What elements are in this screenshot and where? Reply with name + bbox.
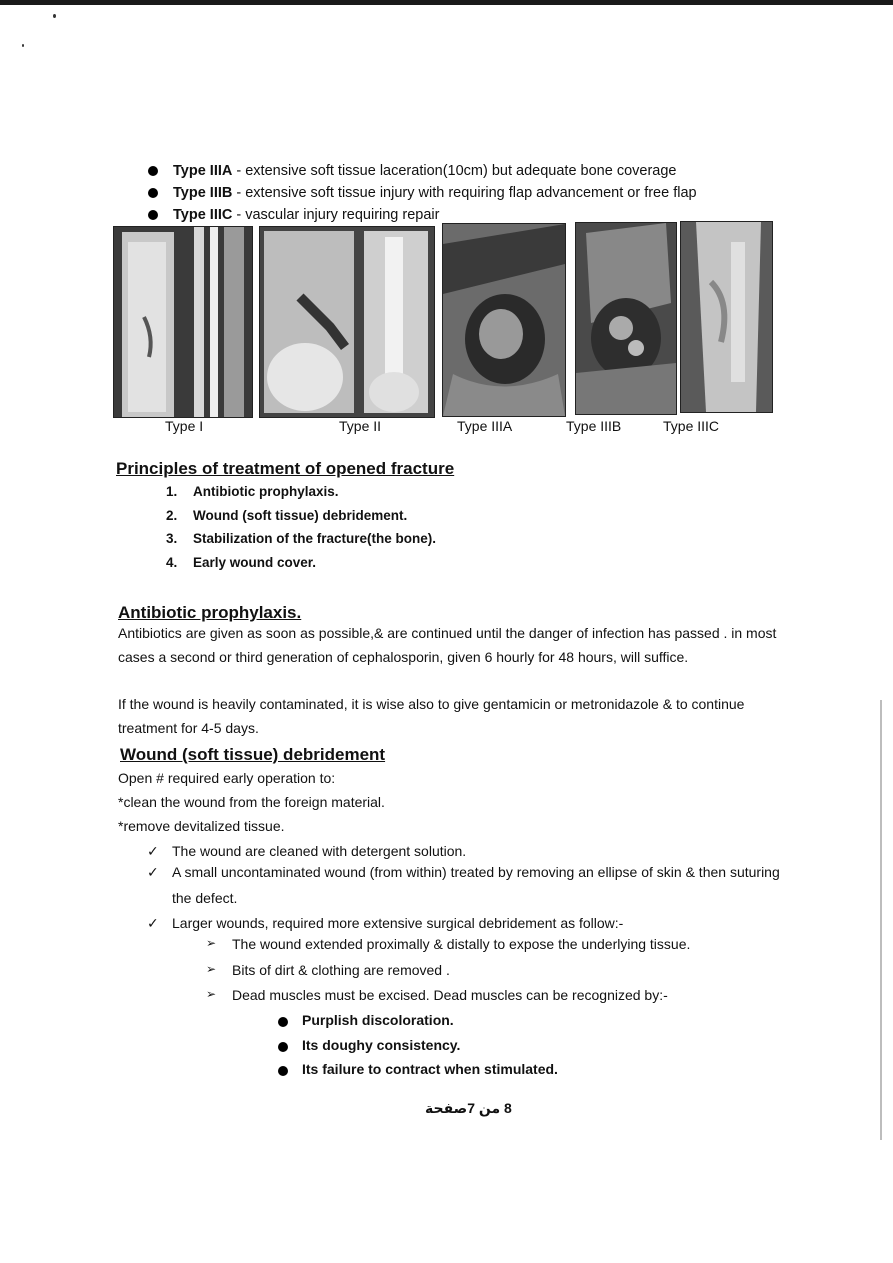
check-mark-icon: ✓ [147, 843, 159, 859]
caption-type-iiib: Type IIIB [566, 418, 622, 434]
arrowhead-icon: ➢ [206, 936, 217, 950]
type-definition-item: Type IIIC - vascular injury requiring repair [148, 204, 697, 226]
principle-item: 4. Early wound cover. [166, 555, 317, 570]
fracture-photo-type-iiib [575, 222, 677, 415]
arrowhead-icon: ➢ [206, 962, 217, 976]
principle-item: 3. Stabilization of the fracture(the bone). [166, 531, 437, 546]
fracture-photo-type-iiia [442, 223, 566, 417]
debridement-heading: Wound (soft tissue) debridement [120, 745, 386, 764]
scan-top-border [0, 0, 893, 5]
check-item: ✓ The wound are cleaned with detergent solution. [172, 838, 782, 864]
check-item: ✓ A small uncontaminated wound (from within) treated by removing an ellipse of skin & then suturing the defect. [172, 859, 782, 911]
page-number: 8 من 7صفحة [425, 1100, 512, 1116]
antibiotic-paragraph-contaminated: If the wound is heavily contaminated, it is wise also to give gentamicin or metronidazole & to continue treatment for 4-5 days. [118, 696, 745, 736]
type-definition-list [148, 160, 697, 226]
debridement-intro: Open # required early operation to: [118, 770, 336, 786]
type-definition-item: Type IIIA - extensive soft tissue laceration(10cm) but adequate bone coverage [148, 160, 697, 182]
dead-muscle-sign: Its failure to contract when stimulated. [302, 1061, 558, 1077]
fracture-photo-type-iiic [680, 221, 773, 413]
principle-item: 2. Wound (soft tissue) debridement. [166, 508, 408, 523]
arrow-item: ➢ Bits of dirt & clothing are removed . [206, 962, 450, 978]
antibiotic-heading: Antibiotic prophylaxis. [118, 603, 302, 622]
debridement-aim: *clean the wound from the foreign material. [118, 794, 385, 810]
check-mark-icon: ✓ [147, 915, 159, 931]
principle-item: 1. Antibiotic prophylaxis. [166, 484, 339, 499]
principles-heading: Principles of treatment of opened fracture [116, 459, 455, 478]
scan-right-edge-shadow [880, 700, 882, 1140]
fracture-photo-type-ii [259, 226, 435, 418]
caption-type-i: Type I [165, 418, 204, 434]
antibiotic-paragraph: Antibiotics are given as soon as possible,& are continued until the danger of infection has passed . in most cases a second or third generation of cephalosporin, given 6 hourly for 48 hours, will suffice. [118, 625, 777, 665]
scan-speck [53, 14, 56, 18]
arrowhead-icon: ➢ [206, 987, 217, 1001]
debridement-aim: *remove devitalized tissue. [118, 818, 285, 834]
check-mark-icon: ✓ [147, 864, 159, 880]
caption-type-iiic: Type IIIC [663, 418, 720, 434]
arrow-item: ➢ Dead muscles must be excised. Dead muscles can be recognized by:- [206, 987, 668, 1003]
caption-type-iiia: Type IIIA [457, 418, 513, 434]
fracture-photo-type-i [113, 226, 253, 418]
dead-muscle-sign: Its doughy consistency. [302, 1037, 461, 1053]
scan-speck [22, 44, 24, 47]
type-definition-item: Type IIIB - extensive soft tissue injury with requiring flap advancement or free flap [148, 182, 697, 204]
dead-muscle-sign: Purplish discoloration. [302, 1012, 454, 1028]
caption-type-ii: Type II [339, 418, 382, 434]
arrow-item: ➢ The wound extended proximally & distally to expose the underlying tissue. [206, 936, 691, 952]
check-item: ✓ Larger wounds, required more extensive surgical debridement as follow:- [172, 910, 782, 936]
